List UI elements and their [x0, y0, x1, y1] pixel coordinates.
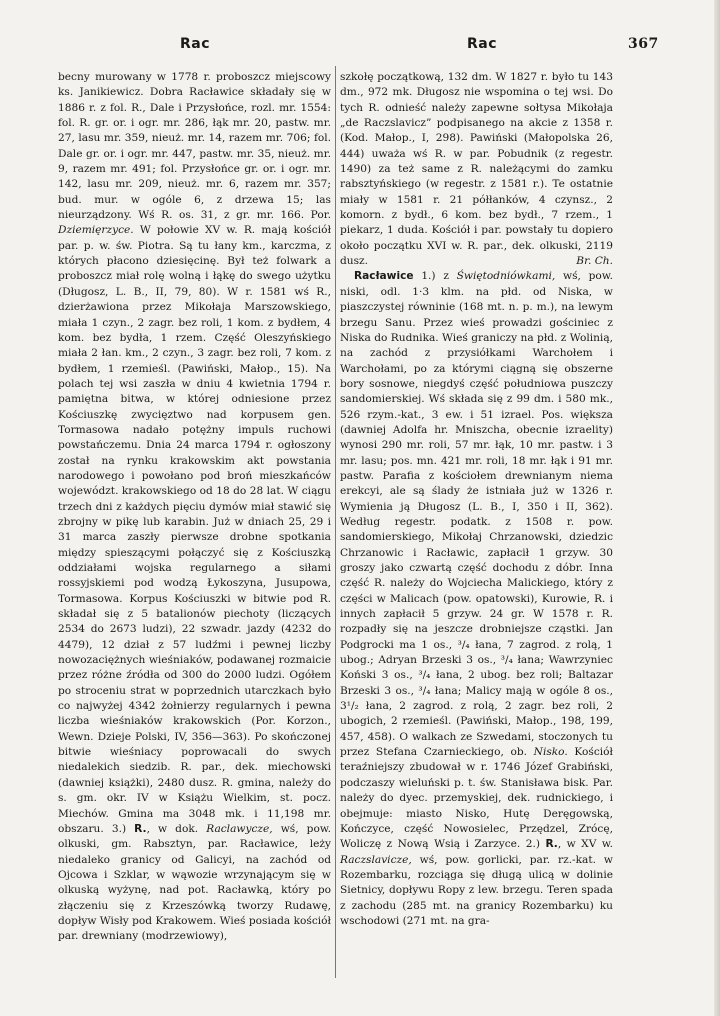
text-run: W połowie XV w. R. mają kościół par. p. w. św. Piotra. Są tu łany km., karczma, z których płacono dziesięcinę. Był też folwark a proboszcz miał rolę wolną i łąkę do swego użytku (Długosz, L. B., II, 79, 80). W r. 1581 wś R., dzierżawiona przez Mikołaja Marszowskiego, miała 1 czyn., 2 zagr. bez roli, 1 kom. z bydłem, 4 kom. bez bydła, 1 rzem. Część Oleszyńskiego miała 2 łan. km., 2 czyn., 3 zagr. bez roli, 7 kom. z bydłem, 1 rzemieśl. (Pawiński, Małop., 15). Na polach tej wsi zaszła w dniu 4 kwietnia 1794 r. pamiętna bitwa, w której odniesione przez Kościuszkę zwycięztwo nad korpusem gen. Tormasowa nadało potężny impuls ruchowi powstańczemu. Dnia 24 marca 1794 r. ogłoszony został na rynku krakowskim akt powstania narodowego i powołano pod broń mieszkańców województ. krakowskiego od 18 do 28 lat. W ciągu trzech dni z każdych pięciu dymów miał stawić się zbrojny w pikę lub karabin. Już w dniach 25, 29 i 31 marca zaszły pierwsze drobne spotkania między spieszącymi połączyć się z Kościuszką oddziałami wojska regularnego a siłami rossyjskiemi pod wodzą Łykoszyna, Jusupowa, Tormasowa. Korpus Kościuszki w bitwie pod R. składał się z 5 batalionów piechoty (liczących 2534 do 2673 ludzi), 22 szwadr. jazdy (4232 do 4479), 12 dział z 57 ludźmi i pewnej liczby nowozaciężnych wieśniaków, podawanej rozmaicie przez różne źródła od 300 do 2000 ludzi. Ogółem po stroceniu strat w poprzednich utarczkach było co najwyżej 4342 żołnierzy regularnych i pewna liczba wieśniaków krakowskich (Por. Korzon., Wewn. Dzieje Polski, IV, 356—363). Po skończonej bitwie wieśniacy poprowacali do swych niedalekich siedzib. R. par., dek. miechowski (dawniej książki), 2480 dusz. R. gmina, należy do s. gm. okr. IV w Książu Wielkim, st. pocz. Miechów. Gmina ma 3048 mk. i 11,198 mr. obszaru. 3.) — [58, 224, 331, 835]
entry-heading: Racławice — [354, 270, 414, 283]
left-column-text — [58, 70, 331, 945]
historical-name: Raclawycze, — [206, 822, 273, 835]
text-run: wś, pow. olkuski, gm. Rabsztyn, par. Racławice, leży niedaleko granicy od Galicyi, na zachód od Ojcowa i Szklar, w wąwozie wrzynającym się w olkuską wyżynę, nad pot. Racławką, który po złączeniu się z Krzeszówką tworzy Rudawę, dopływ Wisły pod Krakowem. Wieś posiada kościół par. drewniany (modrzewiowy), — [58, 822, 331, 943]
text-run: , w XV w. — [557, 838, 613, 851]
column-divider — [335, 66, 336, 978]
text-run: wś, pow. niski, odl. 1·3 klm. na płd. od Niska, w piaszczystej równinie (168 mt. n. p. m.), na lewym brzegu Sanu. Przez wieś prowadzi gościniec z Niska do Rudnika. Wieś graniczy na płd. z Wolinią, na zachód z przysiółkami Warchołem i Warchołami, po za którymi ciągną się obszerne bory sosnowe, niegdyś część południowa puszczy sandomierskiej. Wś składa się z 99 dm. i 580 mk., 526 rzym.-kat., 3 ew. i 51 izrael. Pos. większa (dawniej Adolfa hr. Mniszcha, obecnie izraelity) wynosi 290 mr. roli, 57 mr. łąk, 10 mr. pastw. i 3 mr. lasu; pos. mn. 421 mr. roli, 18 mr. łąk i 91 mr. pastw. Parafia z kościołem drewnianym niema erekcyi, ale są ślady że istniała już w 1326 r. Wymienia ją Długosz (L. B., I, 350 i II, 362). Według regestr. podatk. z 1508 r. pow. sandomierskiego, Mikołaj Chrzanowski, dziedzic Chrzanowic i Racławic, zapłacił 1 grzyw. 30 groszy jako czwartą część dochodu z dóbr. Inna część R. należy do Wojciecha Malickiego, który z części w Malicach (pow. opatowski), Kurowie, R. i innych zapłacił 5 grzyw. 24 gr. W 1578 r. R. rozpadły się na jeszcze drobniejsze cząstki. Jan Podgrocki ma 1 os., ³/₄ łana, 7 zagrod. z rolą, 1 ubog.; Adryan Brzeski 3 os., ³/₄ łana; Wawrzyniec Koński 3 os., ³/₄ łana, 2 ubog. bez roli; Baltazar Brzeski 3 os., ³/₄ łana; Malicy mają w ogóle 8 os., 3¹/₂ łana, 2 zagrod. z rolą, 2 zagr. bez roli, 2 ubogich, 2 rzemieśl. (Pawiński, Małop., 198, 199, 457, 458). O walkach ze Szwedami, stoczonych tu przez Stefana Czarnieckiego, ob. — [340, 270, 613, 759]
text-run: Kościół teraźniejszy zbudował w r. 1746 Józef Grabiński, podczaszy wieluński p. t. św. Stanisława bisk. Par. należy do dyec. przemyskiej, dek. rudnickiego, i obejmuje: miasto Nisko, Hutę Deręgowską, Kończyce, część Nowosielec, Przędzel, Zrócę, Woliczę z Nową Wsią i Zarzyce. 2.) — [340, 746, 613, 851]
entry-heading: R. — [545, 838, 558, 851]
place-name: Świętodniówkami, — [456, 270, 556, 283]
entry-heading: R. — [134, 822, 147, 835]
running-head-left: Rac — [180, 36, 211, 52]
cross-reference: Nisko. — [533, 746, 568, 759]
text-run: szkołę początkową, 132 dm. W 1827 r. było tu 143 dm., 972 mk. Długosz nie wspomina o tej wsi. Do tych R. odnieść należy zapewne sołtysa Mikołaja „de Raczslavicz” podpisanego na akcie z 1358 r. (Kod. Małop., I, 298). Pawiński (Małopolska 26, 444) uważa wś R. w par. Pobudnik (z regestr. 1490) za też same z R. należącymi do zamku rabsztyńskiego (w regestr. z 1581 r.). Te ostatnie miały w 1581 r. 21 półłanków, 4 czynsz., 2 komorn. z bydł., 6 kom. bez bydł., 7 rzem., 1 piekarz, 1 duda. Kościół i par. powstały tu dopiero około początku XVI w. R. par., dek. olkuski, 2119 dusz. — [340, 71, 613, 268]
running-head-right: Rac — [467, 36, 498, 52]
text-run: , w dok. — [146, 822, 207, 835]
text-run: wś, pow. gorlicki, par. rz.-kat. w Rozembarku, rozciąga się długą ulicą w dolinie Sietnicy, dopływu Ropy z lew. brzegu. Teren spada z zachodu (285 mt. na granicy Rozembarku) ku wschodowi (271 mt. na gra- — [340, 853, 613, 927]
right-column — [340, 70, 613, 929]
historical-name: Raczslavicze, — [340, 853, 412, 866]
author-signature: Br. Ch. — [576, 255, 613, 268]
left-column — [58, 70, 331, 945]
text-run: becny murowany w 1778 r. proboszcz miejscowy ks. Janikiewicz. Dobra Racławice składały się w 1886 r. z fol. R., Dale i Przysłońce, rozl. mr. 1554: fol. R. gr. or. i ogr. mr. 286, łąk mr. 20, pastw. mr. 27, lasu mr. 359, nieuż. mr. 14, razem mr. 706; fol. Dale gr. or. i ogr. mr. 447, pastw. mr. 35, nieuż. mr. 9, razem mr. 491; fol. Przysłońce gr. or. i ogr. mr. 142, lasu mr. 209, nieuż. mr. 6, razem mr. 357; bud. mur. w ogóle 6, z drzewa 15; las nieurządzony. Wś R. os. 31, z gr. mr. 166. Por. — [58, 71, 331, 222]
text-run: 1.) z — [413, 270, 457, 283]
page-edge — [714, 0, 720, 1016]
cross-reference: Dziemięrzyce. — [58, 224, 134, 237]
page-number: 367 — [628, 36, 659, 52]
right-column-text — [340, 70, 613, 929]
